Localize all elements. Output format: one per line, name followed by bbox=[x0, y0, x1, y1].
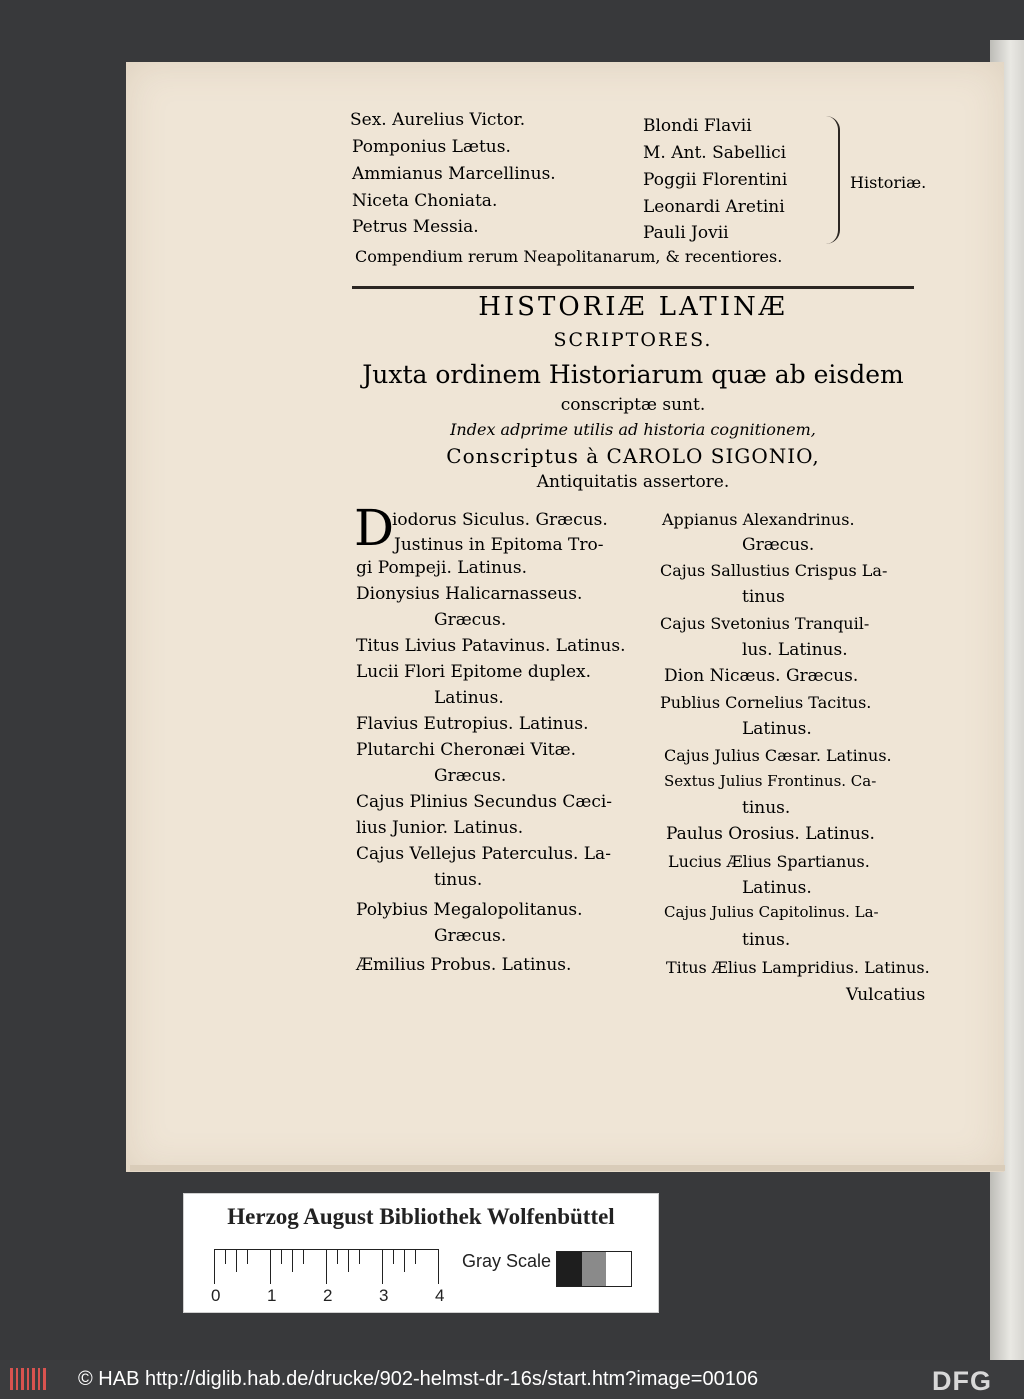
heading-author-line: Conscriptus à CAROLO SIGONIO, bbox=[446, 444, 820, 468]
list-item: Cajus Julius Capitolinus. La- bbox=[664, 903, 879, 921]
top-right-name: Blondi Flavii bbox=[643, 116, 752, 136]
ruler-tick bbox=[337, 1250, 338, 1264]
list-item: Dion Nicæus. Græcus. bbox=[664, 666, 859, 686]
list-item: Lucii Flori Epitome duplex. bbox=[356, 662, 592, 682]
list-item: Græcus. bbox=[434, 766, 507, 786]
ruler-number: 2 bbox=[323, 1286, 333, 1305]
catchword: Vulcatius bbox=[846, 985, 926, 1005]
list-item: Lucius Ælius Spartianus. bbox=[668, 852, 870, 871]
top-left-name: Petrus Messia. bbox=[352, 217, 479, 237]
footer-url[interactable]: © HAB http://diglib.hab.de/drucke/902-helmst-dr-16s/start.htm?image=00106 bbox=[78, 1368, 759, 1390]
list-item: tinus bbox=[742, 587, 785, 607]
ruler-tick bbox=[303, 1250, 304, 1264]
list-item: Græcus. bbox=[434, 610, 507, 630]
heading-title: HISTORIÆ LATINÆ bbox=[478, 292, 788, 322]
ruler-tick bbox=[415, 1250, 416, 1264]
list-item: iodorus Siculus. Græcus. bbox=[392, 510, 608, 530]
ruler-tick bbox=[359, 1250, 360, 1264]
heading-line: Antiquitatis assertore. bbox=[536, 472, 730, 492]
ruler-tick bbox=[438, 1250, 439, 1284]
ruler-tick bbox=[225, 1250, 226, 1264]
top-right-name: M. Ant. Sabellici bbox=[643, 143, 787, 163]
separator-rule bbox=[352, 286, 914, 289]
list-item: Latinus. bbox=[742, 878, 812, 898]
list-item: gi Pompeji. Latinus. bbox=[356, 558, 528, 578]
list-item: Polybius Megalopolitanus. bbox=[356, 900, 583, 920]
ruler-tick bbox=[236, 1250, 237, 1272]
list-item: Græcus. bbox=[742, 535, 815, 555]
list-item: Cajus Sallustius Crispus La- bbox=[660, 561, 888, 580]
heading-line: conscriptæ sunt. bbox=[560, 395, 706, 415]
top-left-name: Pomponius Lætus. bbox=[352, 137, 511, 157]
ruler-tick bbox=[292, 1250, 293, 1272]
ruler-tick bbox=[214, 1250, 215, 1284]
list-item: Latinus. bbox=[434, 688, 504, 708]
compendium-line: Compendium rerum Neapolitanarum, & recentiores. bbox=[355, 247, 783, 266]
list-item: Flavius Eutropius. Latinus. bbox=[356, 714, 589, 734]
top-left-name: Sex. Aurelius Victor. bbox=[350, 110, 526, 130]
ruler-tick bbox=[404, 1250, 405, 1272]
ruler-number: 0 bbox=[211, 1286, 221, 1305]
ruler-number: 1 bbox=[267, 1286, 277, 1305]
book-page bbox=[126, 62, 1004, 1172]
ruler-number: 4 bbox=[435, 1286, 445, 1305]
list-item: Plutarchi Cheronæi Vitæ. bbox=[356, 740, 577, 760]
list-item: tinus. bbox=[434, 870, 483, 890]
gray-swatches bbox=[556, 1251, 632, 1287]
list-item: Æmilius Probus. Latinus. bbox=[356, 955, 572, 975]
top-right-name: Pauli Jovii bbox=[643, 223, 729, 243]
ruler-tick bbox=[281, 1250, 282, 1264]
ruler-tick bbox=[348, 1250, 349, 1272]
top-left-name: Ammianus Marcellinus. bbox=[352, 164, 556, 184]
drop-capital: D bbox=[354, 499, 395, 557]
ruler-tick bbox=[270, 1250, 271, 1284]
top-right-name: Leonardi Aretini bbox=[643, 197, 785, 217]
heading-subtitle: SCRIPTORES. bbox=[553, 329, 713, 351]
list-item: Cajus Vellejus Paterculus. La- bbox=[356, 844, 611, 864]
list-item: Paulus Orosius. Latinus. bbox=[666, 824, 875, 844]
ruler-number: 3 bbox=[379, 1286, 389, 1305]
list-item: Appianus Alexandrinus. bbox=[662, 510, 855, 529]
list-item: Titus Ælius Lampridius. Latinus. bbox=[666, 958, 930, 977]
gray-swatch bbox=[606, 1252, 631, 1286]
gray-swatch bbox=[582, 1252, 607, 1286]
list-item: Titus Livius Patavinus. Latinus. bbox=[356, 636, 626, 656]
list-item: Cajus Plinius Secundus Cæci- bbox=[356, 792, 613, 812]
dfg-logo: DFG bbox=[932, 1366, 992, 1396]
list-item: Sextus Julius Frontinus. Ca- bbox=[664, 772, 877, 790]
cm-ruler bbox=[214, 1249, 439, 1284]
ruler-tick bbox=[247, 1250, 248, 1264]
list-item: Cajus Julius Cæsar. Latinus. bbox=[664, 746, 892, 765]
bracket-label: Historiæ. bbox=[850, 173, 927, 192]
list-item: tinus. bbox=[742, 930, 791, 950]
ruler-tick bbox=[393, 1250, 394, 1264]
curly-bracket bbox=[826, 116, 840, 244]
color-scale-card bbox=[183, 1193, 659, 1313]
list-item: Græcus. bbox=[434, 926, 507, 946]
heading-italic-line: Index adprime utilis ad historia cognitionem, bbox=[450, 420, 816, 439]
list-item: Publius Cornelius Tacitus. bbox=[660, 693, 872, 712]
gray-scale-label: Gray Scale bbox=[462, 1251, 552, 1271]
list-item: Dionysius Halicarnasseus. bbox=[356, 584, 583, 604]
hab-logo-icon bbox=[10, 1368, 46, 1390]
list-item: Justinus in Epitoma Tro- bbox=[394, 535, 604, 555]
ruler-tick bbox=[326, 1250, 327, 1284]
list-item: lius Junior. Latinus. bbox=[356, 818, 524, 838]
list-item: Latinus. bbox=[742, 719, 812, 739]
list-item: lus. Latinus. bbox=[742, 640, 848, 660]
footer-bar bbox=[0, 1360, 1024, 1399]
library-name: Herzog August Bibliothek Wolfenbüttel bbox=[227, 1204, 615, 1229]
list-item: Cajus Svetonius Tranquil- bbox=[660, 614, 870, 633]
list-item: tinus. bbox=[742, 798, 791, 818]
heading-line: Juxta ordinem Historiarum quæ ab eisdem bbox=[362, 360, 904, 389]
page-bottom-edge bbox=[130, 1165, 1005, 1171]
gray-swatch bbox=[557, 1252, 582, 1286]
top-right-name: Poggii Florentini bbox=[643, 170, 788, 190]
top-left-name: Niceta Choniata. bbox=[352, 191, 498, 211]
ruler-tick bbox=[382, 1250, 383, 1284]
